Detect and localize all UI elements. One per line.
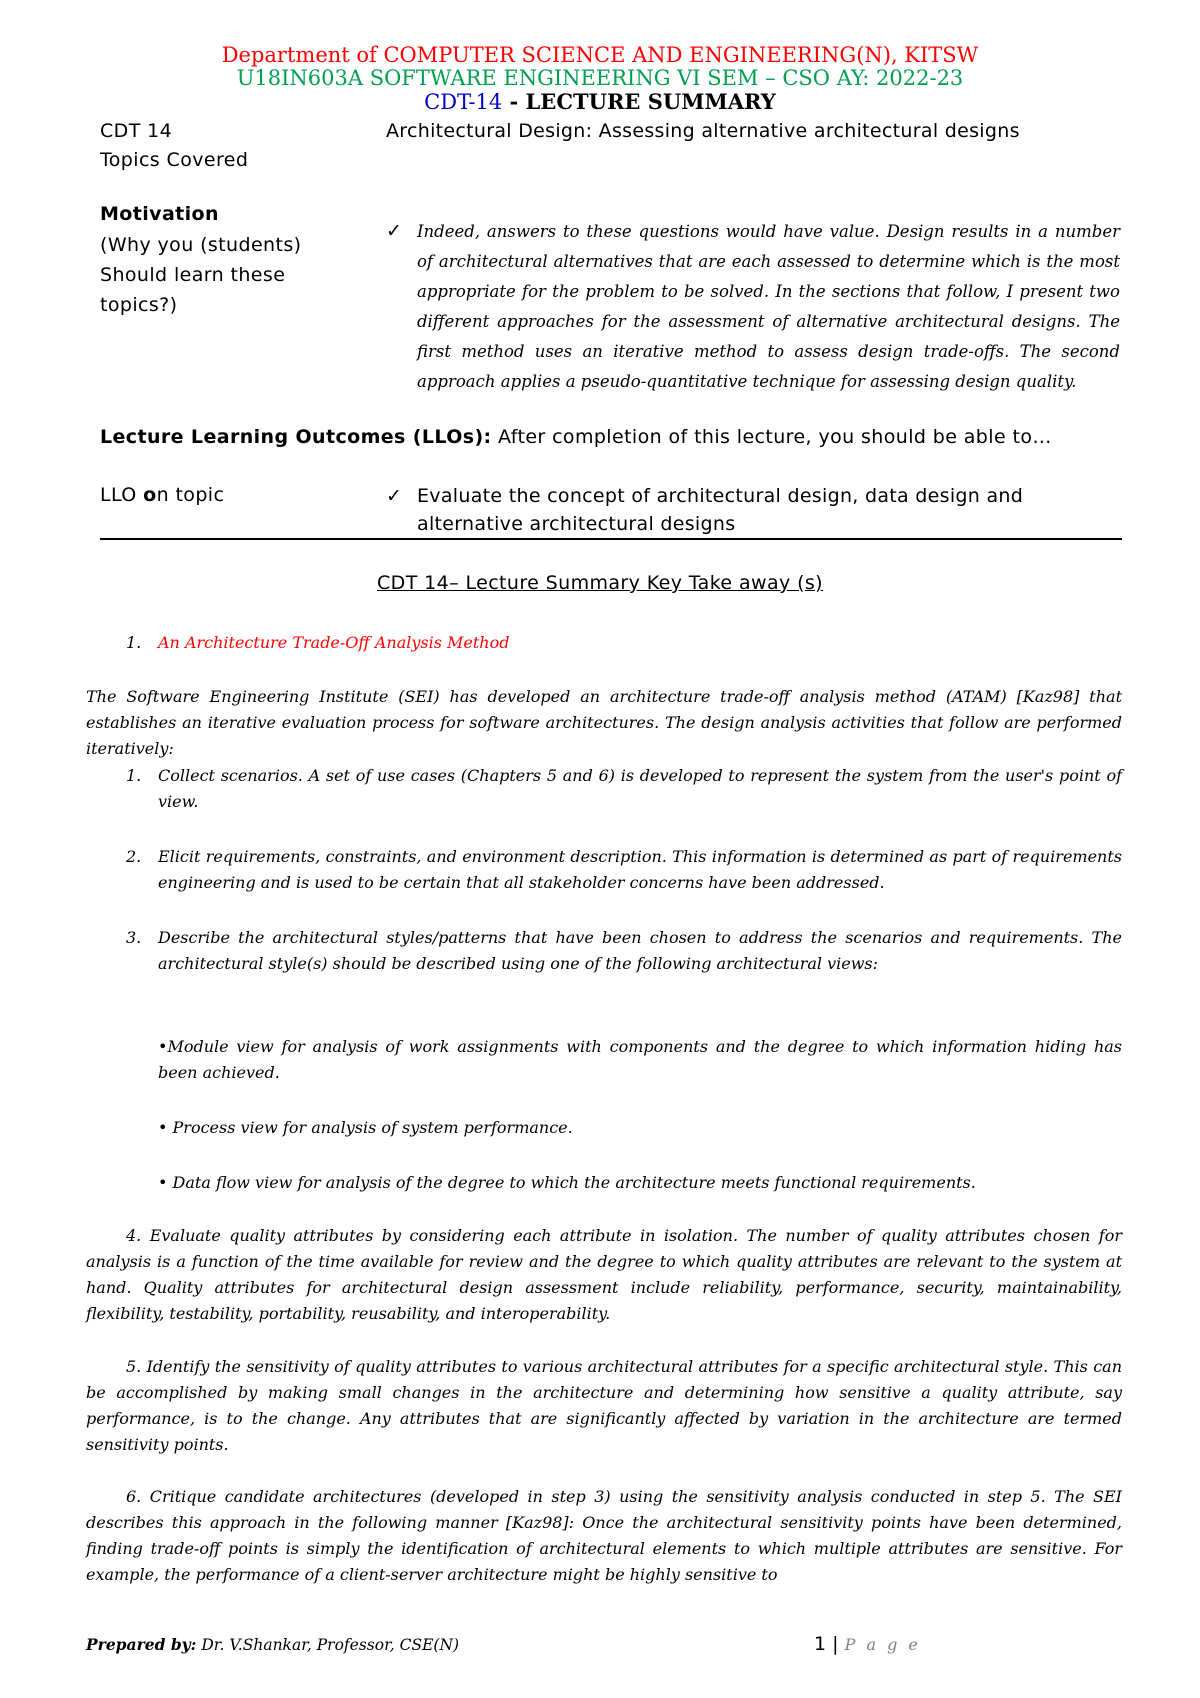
page-word: P a g e xyxy=(844,1635,921,1654)
prepared-label: Prepared by: xyxy=(86,1635,197,1654)
step-text: Collect scenarios. A set of use cases (Chapters 5 and 6) is developed to represent the system from the user's point of view. xyxy=(158,766,1122,811)
divider xyxy=(100,538,1122,540)
topics-covered-label: Topics Covered xyxy=(100,149,249,171)
llo-label-prefix: LLO xyxy=(100,484,144,506)
step-paragraph: 4. Evaluate quality attributes by considering each attribute in isolation. The number of quality attributes chosen for analysis is a function of the time available for review and the degree to which quality attributes are relevant to the system at hand. Quality attributes for architectural design assessment include reliability, performance, security, maintainability, flexibility, testability, portability, reusability, and interoperability. xyxy=(86,1226,1122,1323)
motivation-sub-line: (Why you (students) xyxy=(100,234,302,256)
department-title: Department of COMPUTER SCIENCE AND ENGINEERING(N), KITSW xyxy=(221,43,979,67)
check-mark-icon: ✓ xyxy=(386,220,402,242)
llo-label-bold: o xyxy=(143,484,157,506)
view-item: • Process view for analysis of system performance. xyxy=(158,1118,573,1137)
step-paragraph: 5. Identify the sensitivity of quality attributes to various architectural attributes for a specific architectural style. This can be accomplished by making small changes in the architecture and determining how sensitive a quality attribute, say performance, is to the change. Any attributes that are significantly affected by variation in the architecture are termed sensitivity points. xyxy=(86,1357,1122,1454)
prepared-name: Dr. V.Shankar, Professor, CSE(N) xyxy=(196,1636,460,1654)
section-title: An Architecture Trade-Off Analysis Method xyxy=(158,633,510,652)
page-number: 1 xyxy=(814,1633,827,1655)
motivation-sub-line: topics?) xyxy=(100,294,178,316)
page-footer xyxy=(814,1630,921,1659)
llo-label-suffix: n topic xyxy=(156,484,225,506)
llo-label xyxy=(100,480,224,510)
llo-intro: After completion of this lecture, you should be able to… xyxy=(491,426,1052,448)
prepared-by xyxy=(86,1632,459,1658)
section-number: 1. xyxy=(126,633,142,652)
step-number: 2. xyxy=(126,847,142,866)
view-item: • Data flow view for analysis of the degree to which the architecture meets functional requirements. xyxy=(158,1173,976,1192)
llo-heading xyxy=(100,422,1120,452)
cdt-code: CDT-14 xyxy=(424,90,503,114)
topic-value: Architectural Design: Assessing alternative architectural designs xyxy=(386,120,1020,142)
step-text: Describe the architectural styles/patterns that have been chosen to address the scenarios and requirements. The architectural style(s) should be described using one of the following architectural views: xyxy=(158,928,1122,973)
section-heading xyxy=(126,629,509,657)
intro-paragraph: The Software Engineering Institute (SEI) has developed an architecture trade-off analysis method (ATAM) [Kaz98] that establishes an iterative evaluation process for software architectures. The design analysis activities that follow are performed iteratively: xyxy=(86,687,1122,758)
llo-text: Evaluate the concept of architectural design, data design and alternative architectural designs xyxy=(417,485,1024,535)
llo-heading-label: Lecture Learning Outcomes (LLOs): xyxy=(100,426,492,448)
step-number: 1. xyxy=(126,766,142,785)
page-separator: | xyxy=(826,1633,839,1655)
view-item: •Module view for analysis of work assignments with components and the degree to which information hiding has been achieved. xyxy=(158,1037,1122,1082)
cdt-label: CDT 14 xyxy=(100,120,173,142)
lecture-summary-label: - LECTURE SUMMARY xyxy=(502,89,776,114)
motivation-sub-line: Should learn these xyxy=(100,264,286,286)
summary-title: CDT 14– Lecture Summary Key Take away (s) xyxy=(377,572,823,594)
step-number: 3. xyxy=(126,928,142,947)
lecture-summary-title xyxy=(0,87,1200,117)
course-title: U18IN603A SOFTWARE ENGINEERING VI SEM – CSO AY: 2022-23 xyxy=(236,66,964,90)
check-mark-icon: ✓ xyxy=(386,485,402,507)
motivation-text: Indeed, answers to these questions would have value. Design results in a number of architectural alternatives that are each assessed to determine which is the most appropriate for the problem to be solved. In the sections that follow, I present two different approaches for the assessment of alternative architectural designs. The first method uses an iterative method to assess design trade-offs. The second approach applies a pseudo-quantitative technique for assessing design quality. xyxy=(417,222,1120,391)
motivation-label: Motivation xyxy=(100,203,219,225)
step-paragraph: 6. Critique candidate architectures (developed in step 3) using the sensitivity analysis conducted in step 5. The SEI describes this approach in the following manner [Kaz98]: Once the architectural sensitivity points have been determined, finding trade-off points is simply the identification of architectural elements to which multiple attributes are sensitive. For example, the performance of a client-server architecture might be highly sensitive to xyxy=(86,1487,1122,1584)
step-text: Elicit requirements, constraints, and environment description. This information is determined as part of requirements engineering and is used to be certain that all stakeholder concerns have been addressed. xyxy=(158,847,1122,892)
